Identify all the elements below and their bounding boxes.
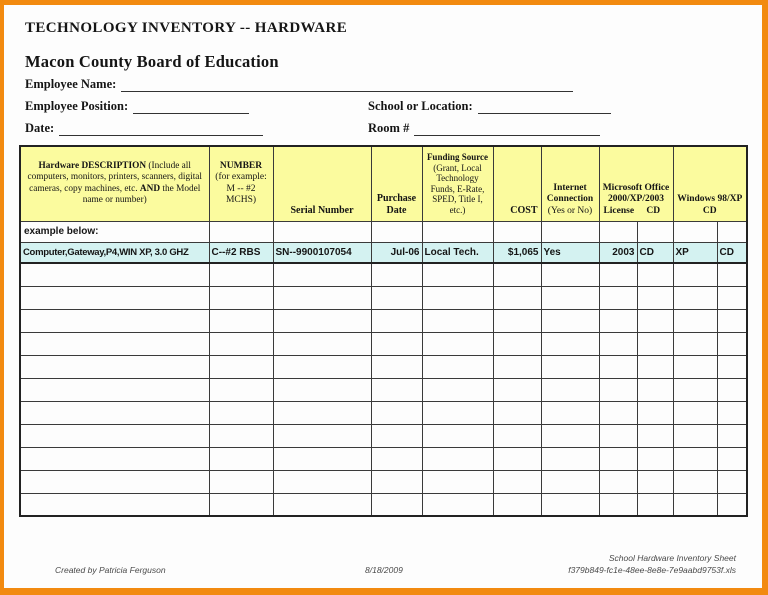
- empty-cell[interactable]: [20, 286, 209, 309]
- room-number-input-line[interactable]: [414, 123, 600, 136]
- empty-cell[interactable]: [209, 424, 273, 447]
- empty-cell[interactable]: [541, 263, 599, 286]
- employee-name-input-line[interactable]: [121, 79, 573, 92]
- empty-cell[interactable]: [493, 286, 541, 309]
- empty-cell[interactable]: [273, 309, 371, 332]
- microsoft-office-title: Microsoft Office: [602, 182, 670, 193]
- empty-cell[interactable]: [209, 447, 273, 470]
- empty-cell[interactable]: [273, 355, 371, 378]
- empty-cell[interactable]: [717, 221, 747, 242]
- empty-cell[interactable]: [493, 263, 541, 286]
- empty-cell[interactable]: [673, 401, 717, 424]
- empty-cell[interactable]: [371, 493, 422, 516]
- empty-cell[interactable]: [541, 221, 599, 242]
- school-or-location-field: [368, 99, 611, 114]
- footer-sheet-name: School Hardware Inventory Sheet: [608, 553, 736, 563]
- empty-cell[interactable]: [541, 447, 599, 470]
- blank-inventory-row: [20, 263, 747, 286]
- empty-cell[interactable]: [422, 378, 493, 401]
- empty-cell[interactable]: [541, 309, 599, 332]
- empty-cell[interactable]: [717, 447, 747, 470]
- empty-cell[interactable]: [599, 470, 637, 493]
- empty-cell[interactable]: [599, 263, 637, 286]
- empty-cell[interactable]: [273, 447, 371, 470]
- empty-cell[interactable]: [20, 470, 209, 493]
- col-header-purchase-date: [371, 146, 422, 221]
- empty-cell[interactable]: [599, 332, 637, 355]
- empty-cell[interactable]: [422, 424, 493, 447]
- empty-cell[interactable]: [209, 309, 273, 332]
- empty-cell[interactable]: [717, 424, 747, 447]
- blank-inventory-row: [20, 401, 747, 424]
- hardware-description-title: Hardware DESCRIPTION: [38, 161, 147, 172]
- hardware-description-note: (Include all computers, monitors, printers, scanners, digital cameras, copy machines, etc.: [27, 161, 203, 194]
- empty-cell[interactable]: [673, 355, 717, 378]
- number-note: (for example: M -- #2 MCHS): [215, 172, 267, 206]
- footer-created-by: Created by Patricia Ferguson: [55, 565, 166, 575]
- employee-position-label: Employee Position:: [25, 99, 129, 113]
- empty-cell[interactable]: [541, 286, 599, 309]
- room-number-field: [368, 121, 600, 136]
- empty-cell[interactable]: [541, 332, 599, 355]
- empty-cell[interactable]: [637, 401, 673, 424]
- office-license-subheader: License: [603, 205, 635, 216]
- empty-cell[interactable]: [541, 355, 599, 378]
- funding-source-title: Funding Source: [426, 151, 489, 162]
- empty-cell[interactable]: [493, 470, 541, 493]
- cost-title: COST: [510, 205, 538, 217]
- date-field: [25, 121, 263, 136]
- empty-cell[interactable]: [422, 309, 493, 332]
- empty-cell[interactable]: [273, 493, 371, 516]
- blank-inventory-row: [20, 332, 747, 355]
- employee-name-field: [25, 77, 573, 92]
- organization-title: Macon County Board of Education: [25, 52, 279, 71]
- empty-cell[interactable]: [673, 332, 717, 355]
- empty-cell[interactable]: [273, 286, 371, 309]
- empty-cell[interactable]: [209, 401, 273, 424]
- col-header-hardware-description: [20, 146, 209, 221]
- windows-title: Windows 98/XP: [677, 194, 743, 205]
- example-label-cell: example below:: [20, 221, 209, 242]
- empty-cell[interactable]: [673, 493, 717, 516]
- microsoft-office-subtitle: 2000/XP/2003: [608, 194, 664, 205]
- employee-position-field: [25, 99, 249, 114]
- example-windows-version: XP: [673, 242, 717, 263]
- empty-cell[interactable]: [422, 286, 493, 309]
- empty-cell[interactable]: [273, 401, 371, 424]
- school-or-location-input-line[interactable]: [478, 101, 611, 114]
- empty-cell[interactable]: [371, 401, 422, 424]
- purchase-date-title: Purchase Date: [376, 193, 417, 217]
- empty-cell[interactable]: [209, 263, 273, 286]
- date-input-line[interactable]: [59, 123, 263, 136]
- empty-cell[interactable]: [599, 286, 637, 309]
- empty-cell[interactable]: [371, 286, 422, 309]
- empty-cell[interactable]: [20, 378, 209, 401]
- empty-cell[interactable]: [20, 309, 209, 332]
- empty-cell[interactable]: [673, 378, 717, 401]
- example-cost: $1,065: [493, 242, 541, 263]
- hardware-description-note-2: the Model name or number): [82, 183, 201, 206]
- empty-cell[interactable]: [371, 309, 422, 332]
- example-windows-cd: CD: [717, 242, 747, 263]
- example-number: C--#2 RBS: [209, 242, 273, 263]
- empty-cell[interactable]: [422, 332, 493, 355]
- empty-cell[interactable]: [422, 401, 493, 424]
- col-header-number: [209, 146, 273, 221]
- room-number-label: Room #: [368, 121, 410, 135]
- empty-cell[interactable]: [599, 355, 637, 378]
- empty-cell[interactable]: [637, 447, 673, 470]
- blank-inventory-row: [20, 493, 747, 516]
- empty-cell[interactable]: [209, 378, 273, 401]
- employee-name-label: Employee Name:: [25, 77, 117, 91]
- empty-cell[interactable]: [20, 355, 209, 378]
- empty-cell[interactable]: [422, 263, 493, 286]
- empty-cell[interactable]: [673, 470, 717, 493]
- empty-cell[interactable]: [273, 470, 371, 493]
- school-or-location-label: School or Location:: [368, 99, 473, 113]
- empty-cell[interactable]: [717, 470, 747, 493]
- footer-date: 8/18/2009: [365, 565, 403, 575]
- empty-cell[interactable]: [673, 286, 717, 309]
- empty-cell[interactable]: [20, 332, 209, 355]
- empty-cell[interactable]: [637, 309, 673, 332]
- empty-cell[interactable]: [20, 401, 209, 424]
- empty-cell[interactable]: [637, 332, 673, 355]
- empty-cell[interactable]: [717, 309, 747, 332]
- example-office-license: 2003: [599, 242, 637, 263]
- empty-cell[interactable]: [599, 401, 637, 424]
- empty-cell[interactable]: [637, 470, 673, 493]
- empty-cell[interactable]: [673, 221, 717, 242]
- col-header-windows: [673, 146, 747, 221]
- document-title: TECHNOLOGY INVENTORY -- HARDWARE: [25, 20, 348, 36]
- empty-cell[interactable]: [717, 378, 747, 401]
- blank-inventory-row: [20, 355, 747, 378]
- col-header-funding-source: [422, 146, 493, 221]
- example-purchase-date: Jul-06: [371, 242, 422, 263]
- empty-cell[interactable]: [541, 470, 599, 493]
- internet-connection-title: Internet Connection: [546, 182, 594, 205]
- example-office-cd: CD: [637, 242, 673, 263]
- empty-cell[interactable]: [371, 355, 422, 378]
- empty-cell[interactable]: [422, 470, 493, 493]
- empty-cell[interactable]: [541, 424, 599, 447]
- col-header-serial-number: [273, 146, 371, 221]
- funding-source-note: (Grant, Local Technology Funds, E-Rate, SPED, Title I, etc.): [430, 162, 485, 215]
- empty-cell[interactable]: [20, 493, 209, 516]
- empty-cell[interactable]: [371, 424, 422, 447]
- empty-cell[interactable]: [273, 221, 371, 242]
- empty-cell[interactable]: [209, 332, 273, 355]
- internet-connection-note: (Yes or No): [547, 205, 593, 216]
- empty-cell[interactable]: [673, 424, 717, 447]
- empty-cell[interactable]: [637, 378, 673, 401]
- blank-inventory-row: [20, 309, 747, 332]
- employee-position-input-line[interactable]: [133, 101, 249, 114]
- blank-inventory-row: [20, 286, 747, 309]
- empty-cell[interactable]: [371, 470, 422, 493]
- empty-cell[interactable]: [541, 401, 599, 424]
- empty-cell[interactable]: [273, 263, 371, 286]
- example-internet-connection: Yes: [541, 242, 599, 263]
- col-header-internet-connection: [541, 146, 599, 221]
- date-label: Date:: [25, 121, 55, 135]
- empty-cell[interactable]: [599, 378, 637, 401]
- col-header-microsoft-office: [599, 146, 673, 221]
- empty-cell[interactable]: [599, 493, 637, 516]
- empty-cell[interactable]: [493, 424, 541, 447]
- empty-cell[interactable]: [493, 447, 541, 470]
- empty-cell[interactable]: [599, 447, 637, 470]
- empty-cell[interactable]: [422, 447, 493, 470]
- empty-cell[interactable]: [422, 493, 493, 516]
- empty-cell[interactable]: [371, 332, 422, 355]
- empty-cell[interactable]: [541, 378, 599, 401]
- empty-cell[interactable]: [673, 263, 717, 286]
- empty-cell[interactable]: [209, 493, 273, 516]
- empty-cell[interactable]: [371, 447, 422, 470]
- table-header-row: [20, 146, 747, 221]
- blank-inventory-rows: [20, 263, 747, 516]
- empty-cell[interactable]: [273, 378, 371, 401]
- empty-cell[interactable]: [209, 355, 273, 378]
- empty-cell[interactable]: [637, 355, 673, 378]
- empty-cell[interactable]: [673, 309, 717, 332]
- empty-cell[interactable]: [541, 493, 599, 516]
- empty-cell[interactable]: [637, 493, 673, 516]
- empty-cell[interactable]: [717, 493, 747, 516]
- office-cd-subheader: CD: [646, 205, 661, 216]
- windows-cd-subheader: CD: [702, 205, 717, 216]
- empty-cell[interactable]: [717, 286, 747, 309]
- empty-cell[interactable]: [599, 221, 637, 242]
- empty-cell[interactable]: [20, 424, 209, 447]
- empty-cell[interactable]: [371, 263, 422, 286]
- empty-cell[interactable]: [422, 355, 493, 378]
- empty-cell[interactable]: [20, 447, 209, 470]
- empty-cell[interactable]: [493, 355, 541, 378]
- empty-cell[interactable]: [422, 221, 493, 242]
- empty-cell[interactable]: [493, 309, 541, 332]
- empty-cell[interactable]: [673, 447, 717, 470]
- example-hardware-description: Computer,Gateway,P4,WIN XP, 3.0 GHZ: [20, 242, 209, 263]
- empty-cell[interactable]: [717, 332, 747, 355]
- empty-cell[interactable]: [717, 263, 747, 286]
- blank-inventory-row: [20, 378, 747, 401]
- empty-cell[interactable]: [637, 221, 673, 242]
- blank-inventory-row: [20, 447, 747, 470]
- col-header-cost: [493, 146, 541, 221]
- empty-cell[interactable]: [493, 378, 541, 401]
- empty-cell[interactable]: [637, 263, 673, 286]
- blank-inventory-row: [20, 424, 747, 447]
- empty-cell[interactable]: [637, 424, 673, 447]
- example-serial-number: SN--9900107054: [273, 242, 371, 263]
- example-label-row: [20, 221, 747, 242]
- footer-file-info: [568, 552, 736, 576]
- blank-inventory-row: [20, 470, 747, 493]
- example-funding-source: Local Tech.: [422, 242, 493, 263]
- empty-cell[interactable]: [493, 493, 541, 516]
- empty-cell[interactable]: [493, 401, 541, 424]
- empty-cell[interactable]: [371, 221, 422, 242]
- empty-cell[interactable]: [273, 332, 371, 355]
- inventory-table: [19, 145, 748, 517]
- empty-cell[interactable]: [273, 424, 371, 447]
- empty-cell[interactable]: [493, 332, 541, 355]
- empty-cell[interactable]: [493, 221, 541, 242]
- empty-cell[interactable]: [599, 424, 637, 447]
- empty-cell[interactable]: [20, 263, 209, 286]
- empty-cell[interactable]: [209, 470, 273, 493]
- footer-file-name: f379b849-fc1e-48ee-8e8e-7e9aabd9753f.xls: [568, 565, 736, 575]
- empty-cell[interactable]: [209, 286, 273, 309]
- empty-cell[interactable]: [599, 309, 637, 332]
- empty-cell[interactable]: [637, 286, 673, 309]
- serial-number-title: Serial Number: [290, 205, 354, 217]
- empty-cell[interactable]: [209, 221, 273, 242]
- empty-cell[interactable]: [717, 355, 747, 378]
- number-title: NUMBER: [219, 160, 263, 171]
- empty-cell[interactable]: [717, 401, 747, 424]
- example-data-row: [20, 242, 747, 263]
- hardware-description-emphasis: AND: [139, 183, 161, 194]
- empty-cell[interactable]: [371, 378, 422, 401]
